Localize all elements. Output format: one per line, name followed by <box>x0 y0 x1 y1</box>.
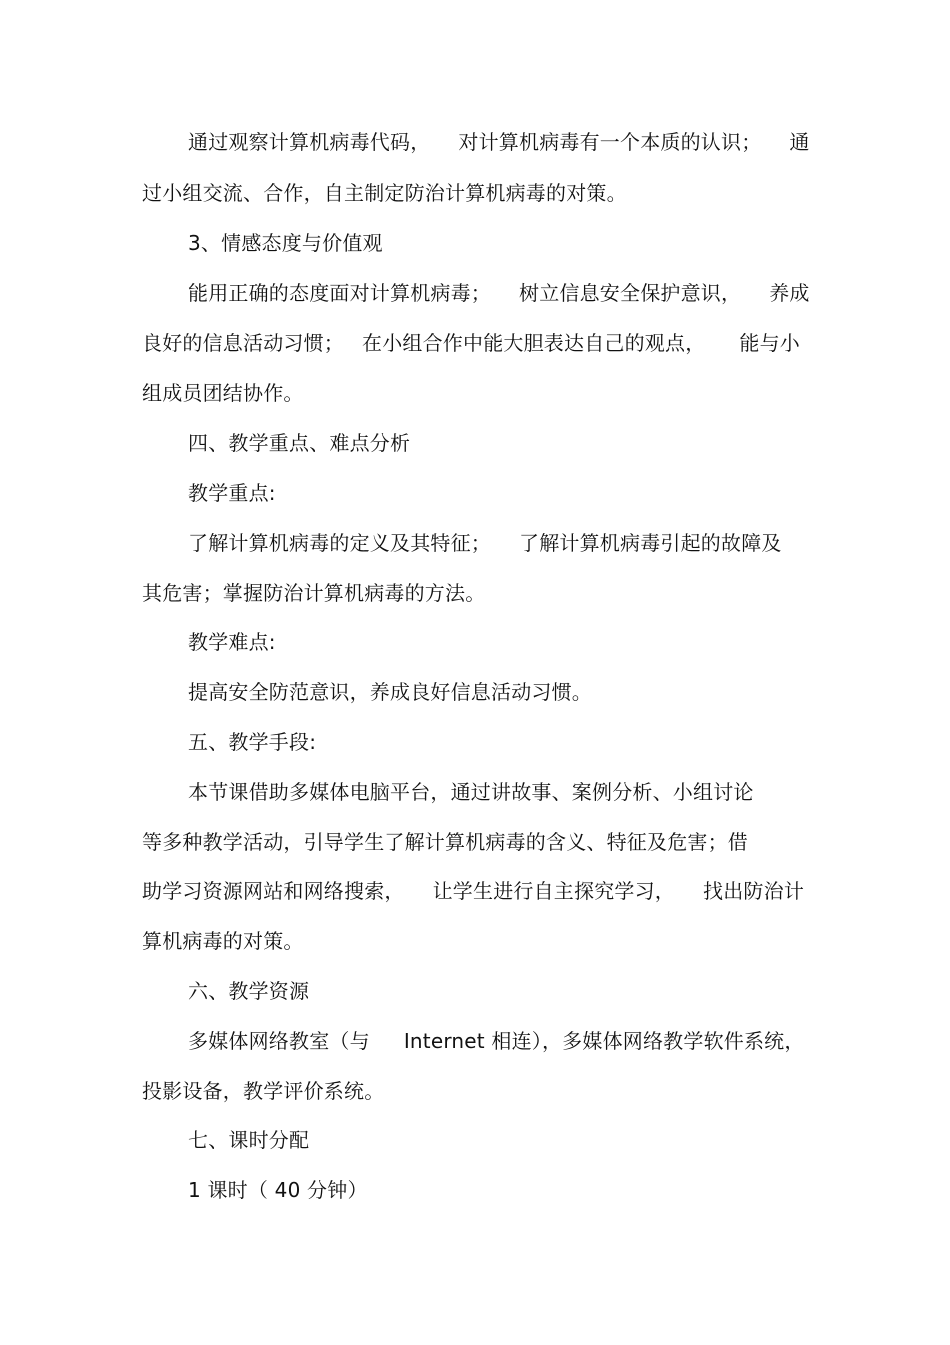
paragraph-line <box>142 329 812 357</box>
paragraph-line <box>188 1027 812 1055</box>
text-span: 助学习资源网站和网络搜索， <box>142 879 405 903</box>
paragraph-line: 投影设备，教学评价系统。 <box>142 1079 385 1103</box>
paragraph-line: 算机病毒的对策。 <box>142 929 304 953</box>
section-heading: 3、情感态度与价值观 <box>188 231 383 255</box>
text-span: 通过观察计算机病毒代码， <box>188 130 431 154</box>
paragraph-line: 等多种教学活动，引导学生了解计算机病毒的含义、特征及危害；借 <box>142 830 748 854</box>
section-heading: 四、教学重点、难点分析 <box>188 431 411 455</box>
paragraph-line: 过小组交流、合作，自主制定防治计算机病毒的对策。 <box>142 181 627 205</box>
text-span: 找出防治计 <box>703 879 805 903</box>
text-span: 在小组合作中能大胆表达自己的观点， <box>362 331 706 355</box>
text-span: 树立信息安全保护意识， <box>519 281 742 305</box>
paragraph-line: 1 课时（ 40 分钟） <box>188 1178 368 1202</box>
text-span: 良好的信息活动习惯； <box>142 331 344 355</box>
paragraph-line <box>188 529 812 557</box>
paragraph-line: 本节课借助多媒体电脑平台，通过讲故事、案例分析、小组讨论 <box>188 780 754 804</box>
sub-heading: 教学难点: <box>188 630 276 654</box>
section-heading: 六、教学资源 <box>188 979 310 1003</box>
text-span: 了解计算机病毒引起的故障及 <box>519 531 782 555</box>
paragraph-line: 其危害；掌握防治计算机病毒的方法。 <box>142 581 486 605</box>
text-span: 通 <box>789 130 810 154</box>
text-span: 多媒体网络教室（与 <box>188 1029 370 1053</box>
text-span: 对计算机病毒有一个本质的认识； <box>458 130 762 154</box>
section-heading: 七、课时分配 <box>188 1128 310 1152</box>
text-span: 让学生进行自主探究学习， <box>432 879 676 903</box>
text-span: 能与小 <box>739 331 801 355</box>
text-span: 了解计算机病毒的定义及其特征； <box>188 531 491 555</box>
paragraph-line: 提高安全防范意识，养成良好信息活动习惯。 <box>188 680 592 704</box>
text-span: Internet 相连），多媒体网络教学软件系统， <box>403 1029 805 1053</box>
text-span: 养成 <box>769 281 810 305</box>
paragraph-line <box>188 279 812 307</box>
paragraph-line: 组成员团结协作。 <box>142 381 304 405</box>
paragraph-line <box>188 128 812 156</box>
paragraph-line <box>142 877 812 905</box>
sub-heading: 教学重点: <box>188 481 276 505</box>
section-heading: 五、教学手段: <box>188 730 317 754</box>
text-span: 能用正确的态度面对计算机病毒； <box>188 281 491 305</box>
